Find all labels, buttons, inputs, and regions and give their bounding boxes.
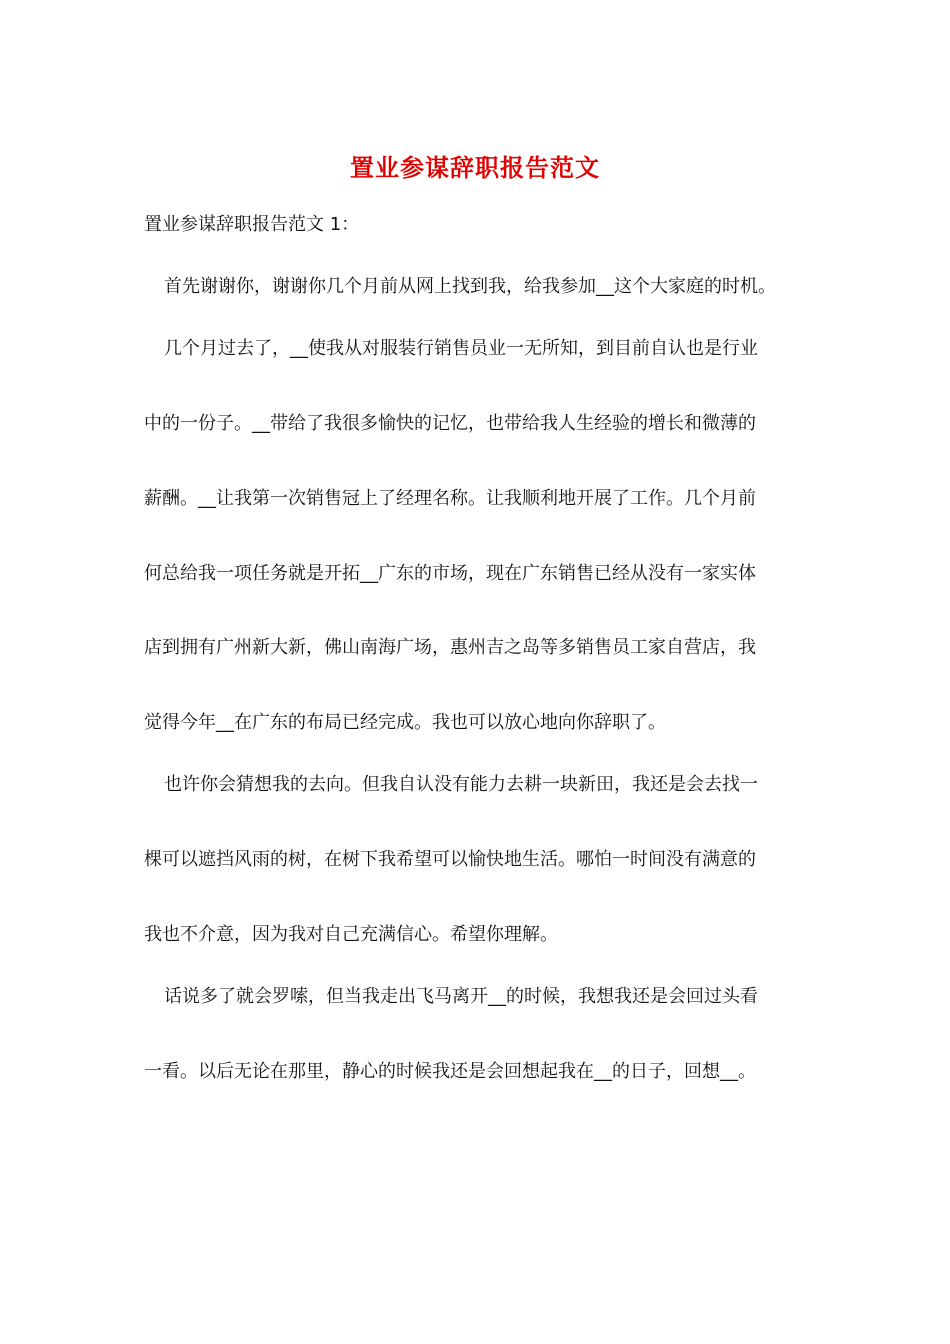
- paragraph-4-line-2: 一看。以后无论在那里，静心的时候我还是会回想起我在__的日子，回想__。: [144, 1061, 756, 1082]
- document-title: 置业参谋辞职报告范文: [350, 153, 600, 182]
- paragraph-2-line-4: 何总给我一项任务就是开拓__广东的市场，现在广东销售已经从没有一家实体: [144, 563, 756, 584]
- paragraph-2-line-5: 店到拥有广州新大新，佛山南海广场，惠州吉之岛等多销售员工家自营店，我: [144, 637, 756, 658]
- paragraph-2-line-3: 薪酬。__让我第一次销售冠上了经理名称。让我顺利地开展了工作。几个月前: [144, 488, 756, 509]
- document-subtitle: 置业参谋辞职报告范文 1：: [144, 214, 360, 235]
- paragraph-3-line-1: 也许你会猜想我的去向。但我自认没有能力去耕一块新田，我还是会去找一: [164, 774, 758, 795]
- paragraph-2-line-1: 几个月过去了，__使我从对服装行销售员业一无所知，到目前自认也是行业: [164, 338, 758, 359]
- paragraph-4-line-1: 话说多了就会罗嗦，但当我走出飞马离开__的时候，我想我还是会回过头看: [164, 986, 758, 1007]
- paragraph-3-line-3: 我也不介意，因为我对自己充满信心。希望你理解。: [144, 924, 558, 945]
- paragraph-2-line-6: 觉得今年__在广东的布局已经完成。我也可以放心地向你辞职了。: [144, 712, 666, 733]
- paragraph-1-line-1: 首先谢谢你，谢谢你几个月前从网上找到我，给我参加__这个大家庭的时机。: [164, 276, 776, 297]
- paragraph-3-line-2: 棵可以遮挡风雨的树，在树下我希望可以愉快地生活。哪怕一时间没有满意的: [144, 849, 756, 870]
- paragraph-2-line-2: 中的一份子。__带给了我很多愉快的记忆，也带给我人生经验的增长和微薄的: [144, 413, 756, 434]
